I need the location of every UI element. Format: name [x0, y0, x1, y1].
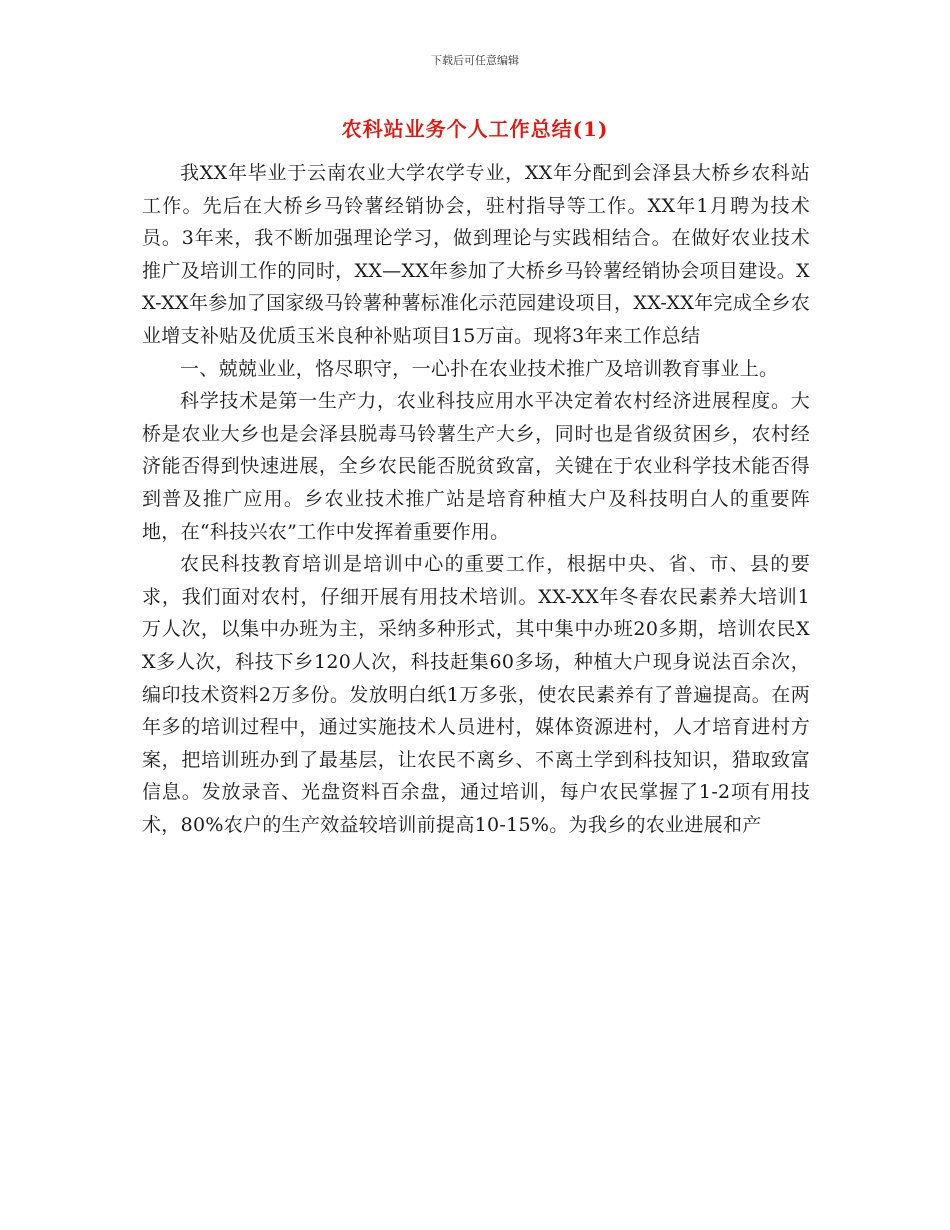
document-title: 农科站业务个人工作总结(1): [341, 117, 609, 141]
header-note: 下载后可任意编辑: [431, 54, 519, 67]
paragraph-section-heading: 一、兢兢业业，恪尽职守，一心扑在农业技术推广及培训教育事业上。: [180, 357, 779, 380]
paragraph-training: 农民科技教育培训是培训中心的重要工作，根据中央、省、市、县的要求，我们面对农村，仔细开展有用技术培训。XX-XX年冬春农民素养大培训1万人次，以集中办班为主，采纳多种形式，其中集中办班20多期，培训农民XX多人次，科技下乡120人次，科技赶集60多场，种植大户现身说法百余次，编印技术资料2万多份。发放明白纸1万多张，使农民素养有了普遍提高。在两年多的培训过程中，通过实施技术人员进村，媒体资源进村，人才培育进村方案，把培训班办到了最基层，让农民不离乡、不离土学到科技知识，猎取致富信息。发放录音、光盘资料百余盘，通过培训，每户农民掌握了1-2项有用技术，80%农户的生产效益较培训前提高10-15%。为我乡的农业进展和产: [142, 553, 810, 836]
document-body: [142, 157, 810, 841]
paragraph-science-tech: 科学技术是第一生产力，农业科技应用水平决定着农村经济进展程度。大桥是农业大乡也是会泽县脱毒马铃薯生产大乡，同时也是省级贫困乡，农村经济能否得到快速进展，全乡农民能否脱贫致富，关键在于农业科学技术能否得到普及推广应用。乡农业技术推广站是培育种植大户及科技明白人的重要阵地，在“科技兴农”工作中发挥着重要作用。: [142, 390, 810, 543]
paragraph-intro: 我XX年毕业于云南农业大学农学专业，XX年分配到会泽县大桥乡农科站工作。先后在大桥乡马铃薯经销协会，驻村指导等工作。XX年1月聘为技术员。3年来，我不断加强理论学习，做到理论与实践相结合。在做好农业技术推广及培训工作的同时，XX—XX年参加了大桥乡马铃薯经销协会项目建设。XX-XX年参加了国家级马铃薯种薯标准化示范园建设项目，XX-XX年完成全乡农业增支补贴及优质玉米良种补贴项目15万亩。现将3年来工作总结: [142, 162, 810, 347]
